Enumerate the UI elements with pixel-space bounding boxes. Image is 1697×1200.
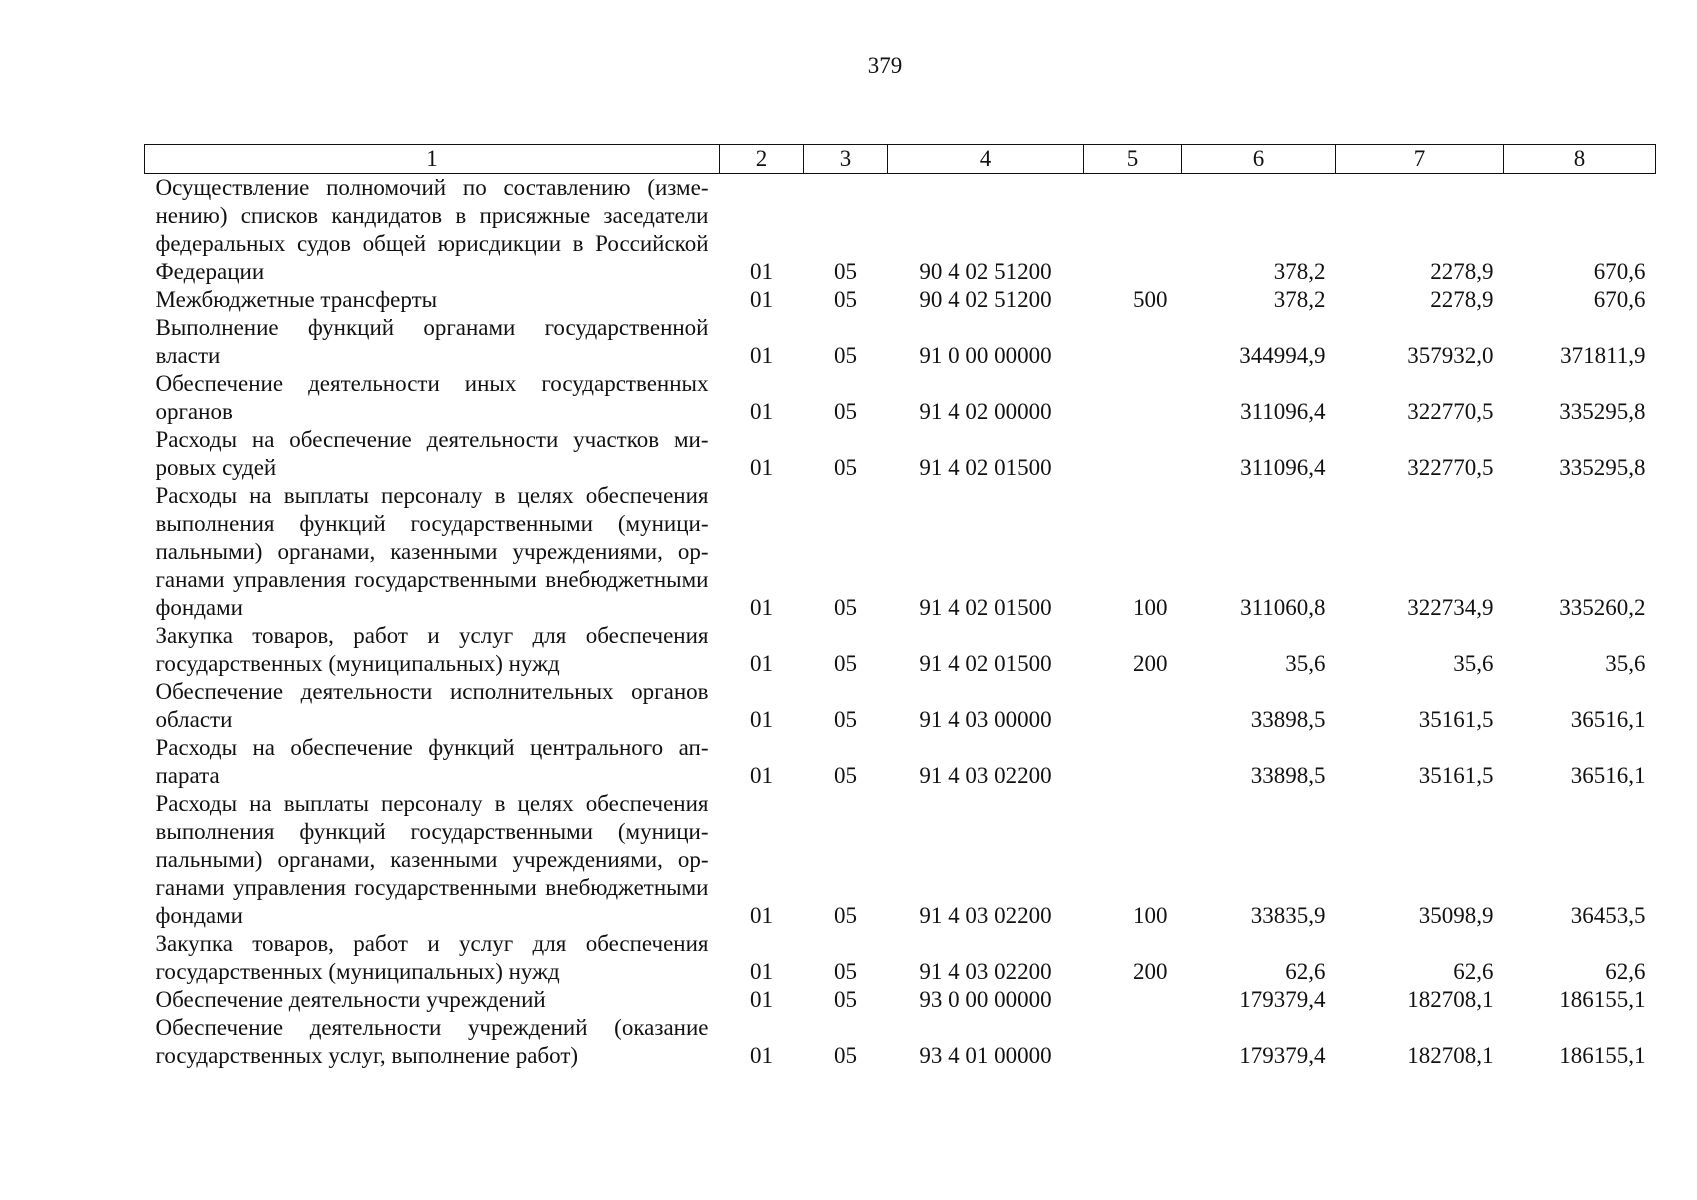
cell-target-article: 91 4 03 02200 [919,959,1052,984]
cell-amount-col6: 33898,5 [1250,763,1326,788]
cell-section: 01 [750,707,773,732]
header-col-4: 4 [888,145,1084,174]
cell-section: 01 [750,763,773,788]
cell-amount-col8: 36516,1 [1570,763,1646,788]
cell-amount-col6: 62,6 [1285,959,1326,984]
cell-target-article: 90 4 02 51200 [919,259,1052,284]
page-number: 379 [867,53,903,78]
cell-amount-col6: 378,2 [1273,259,1326,284]
cell-amount-col6: 311060,8 [1240,595,1326,620]
table-row [145,286,1656,314]
cell-name: Расходы на выплаты персоналу в целях обеспечения выполнения функций государственными (муниципальными) органами, казенными учреждениями, органами управления государственными внебюджетными фондами [155,483,709,620]
cell-subsection: 05 [834,455,857,480]
table-body [145,174,1656,1071]
cell-amount-col8: 371811,9 [1560,343,1646,368]
cell-name: Обеспечение деятельности учреждений (оказание государственных услуг, выполнение работ) [155,1015,709,1068]
cell-subsection: 05 [834,707,857,732]
cell-expense-type: 500 [1133,287,1168,312]
cell-target-article: 91 4 02 01500 [919,651,1052,676]
cell-section: 01 [750,903,773,928]
cell-amount-col6: 35,6 [1285,651,1326,676]
cell-expense-type [1084,426,1182,482]
header-col-2: 2 [720,145,804,174]
cell-subsection: 05 [834,343,857,368]
cell-expense-type: 100 [1133,595,1168,620]
table-row [145,1014,1656,1070]
table-row [145,930,1656,986]
cell-target-article: 93 0 00 00000 [919,987,1052,1012]
cell-name: Межбюджетные трансферты [155,287,438,312]
cell-name: Расходы на выплаты персоналу в целях обеспечения выполнения функций государственными (муниципальными) органами, казенными учреждениями, органами управления государственными внебюджетными фондами [155,791,709,928]
cell-amount-col7: 182708,1 [1407,987,1494,1012]
cell-amount-col6: 311096,4 [1240,455,1326,480]
header-col-1: 1 [145,145,720,174]
cell-section: 01 [750,287,773,312]
cell-target-article: 91 4 02 01500 [919,595,1052,620]
cell-amount-col8: 36516,1 [1570,707,1646,732]
cell-target-article: 93 4 01 00000 [919,1043,1052,1068]
cell-expense-type [1084,734,1182,790]
cell-expense-type: 200 [1133,651,1168,676]
cell-target-article: 91 4 02 00000 [919,399,1052,424]
cell-section: 01 [750,259,773,284]
cell-amount-col8: 670,6 [1593,287,1646,312]
cell-section: 01 [750,343,773,368]
cell-amount-col6: 378,2 [1273,287,1326,312]
cell-name: Осуществление полномочий по составлению (изменению) списков кандидатов в присяжные заседатели федеральных судов общей юрисдикции в Российской Федерации [155,175,709,284]
cell-amount-col8: 670,6 [1593,259,1646,284]
cell-subsection: 05 [834,595,857,620]
cell-name: Расходы на обеспечение деятельности участков мировых судей [155,427,709,480]
cell-name: Обеспечение деятельности учреждений [155,987,546,1012]
cell-amount-col8: 335260,2 [1559,595,1646,620]
header-col-5: 5 [1084,145,1182,174]
header-col-6: 6 [1182,145,1336,174]
cell-target-article: 91 4 02 01500 [919,455,1052,480]
cell-expense-type [1084,174,1182,287]
table-row [145,174,1656,287]
cell-section: 01 [750,455,773,480]
cell-amount-col7: 35,6 [1453,651,1494,676]
cell-section: 01 [750,651,773,676]
table-row [145,622,1656,678]
budget-table [144,144,1656,1070]
cell-section: 01 [750,987,773,1012]
cell-amount-col7: 357932,0 [1407,343,1494,368]
cell-subsection: 05 [834,287,857,312]
cell-subsection: 05 [834,259,857,284]
cell-amount-col6: 179379,4 [1239,987,1326,1012]
table-row [145,370,1656,426]
cell-amount-col6: 311096,4 [1240,399,1326,424]
table-row [145,678,1656,734]
cell-section: 01 [750,595,773,620]
cell-target-article: 91 4 03 02200 [919,903,1052,928]
cell-target-article: 91 4 03 00000 [919,707,1052,732]
cell-amount-col7: 35161,5 [1418,763,1494,788]
cell-expense-type [1084,1014,1182,1070]
cell-amount-col7: 322770,5 [1407,455,1494,480]
cell-target-article: 90 4 02 51200 [919,287,1052,312]
cell-amount-col8: 186155,1 [1559,1043,1646,1068]
cell-amount-col6: 179379,4 [1239,1043,1326,1068]
header-col-7: 7 [1336,145,1504,174]
cell-amount-col6: 344994,9 [1239,343,1326,368]
table-row [145,986,1656,1014]
cell-amount-col7: 322734,9 [1407,595,1494,620]
cell-amount-col8: 62,6 [1605,959,1646,984]
cell-name: Расходы на обеспечение функций центрального аппарата [155,735,709,788]
table-row [145,790,1656,930]
cell-amount-col6: 33898,5 [1250,707,1326,732]
cell-expense-type: 100 [1133,903,1168,928]
cell-section: 01 [750,959,773,984]
cell-subsection: 05 [834,763,857,788]
cell-amount-col7: 182708,1 [1407,1043,1494,1068]
cell-subsection: 05 [834,903,857,928]
cell-expense-type [1084,986,1182,1014]
cell-amount-col7: 35161,5 [1418,707,1494,732]
table-row [145,426,1656,482]
cell-amount-col8: 335295,8 [1559,455,1646,480]
table-row [145,482,1656,622]
cell-name: Закупка товаров, работ и услуг для обеспечения государственных (муниципальных) нужд [155,623,709,676]
cell-amount-col8: 186155,1 [1559,987,1646,1012]
cell-subsection: 05 [834,399,857,424]
cell-expense-type [1084,314,1182,370]
cell-amount-col7: 2278,9 [1430,259,1494,284]
cell-amount-col7: 35098,9 [1418,903,1494,928]
cell-amount-col7: 2278,9 [1430,287,1494,312]
cell-name: Обеспечение деятельности иных государственных органов [155,371,709,424]
table-row [145,314,1656,370]
cell-subsection: 05 [834,651,857,676]
cell-subsection: 05 [834,987,857,1012]
header-row [145,145,1656,174]
cell-name: Обеспечение деятельности исполнительных органов области [155,679,709,732]
cell-section: 01 [750,399,773,424]
cell-subsection: 05 [834,1043,857,1068]
cell-name: Выполнение функций органами государственной власти [155,315,709,368]
cell-section: 01 [750,1043,773,1068]
header-col-8: 8 [1504,145,1656,174]
cell-amount-col8: 36453,5 [1570,903,1646,928]
cell-expense-type [1084,678,1182,734]
table-header [145,145,1656,174]
cell-expense-type [1084,370,1182,426]
cell-amount-col8: 35,6 [1605,651,1646,676]
cell-amount-col6: 33835,9 [1250,903,1326,928]
table-row [145,734,1656,790]
cell-target-article: 91 0 00 00000 [919,343,1052,368]
cell-amount-col7: 62,6 [1453,959,1494,984]
cell-target-article: 91 4 03 02200 [919,763,1052,788]
header-col-3: 3 [804,145,888,174]
cell-amount-col7: 322770,5 [1407,399,1494,424]
cell-expense-type: 200 [1133,959,1168,984]
cell-subsection: 05 [834,959,857,984]
cell-amount-col8: 335295,8 [1559,399,1646,424]
cell-name: Закупка товаров, работ и услуг для обеспечения государственных (муниципальных) нужд [155,931,709,984]
